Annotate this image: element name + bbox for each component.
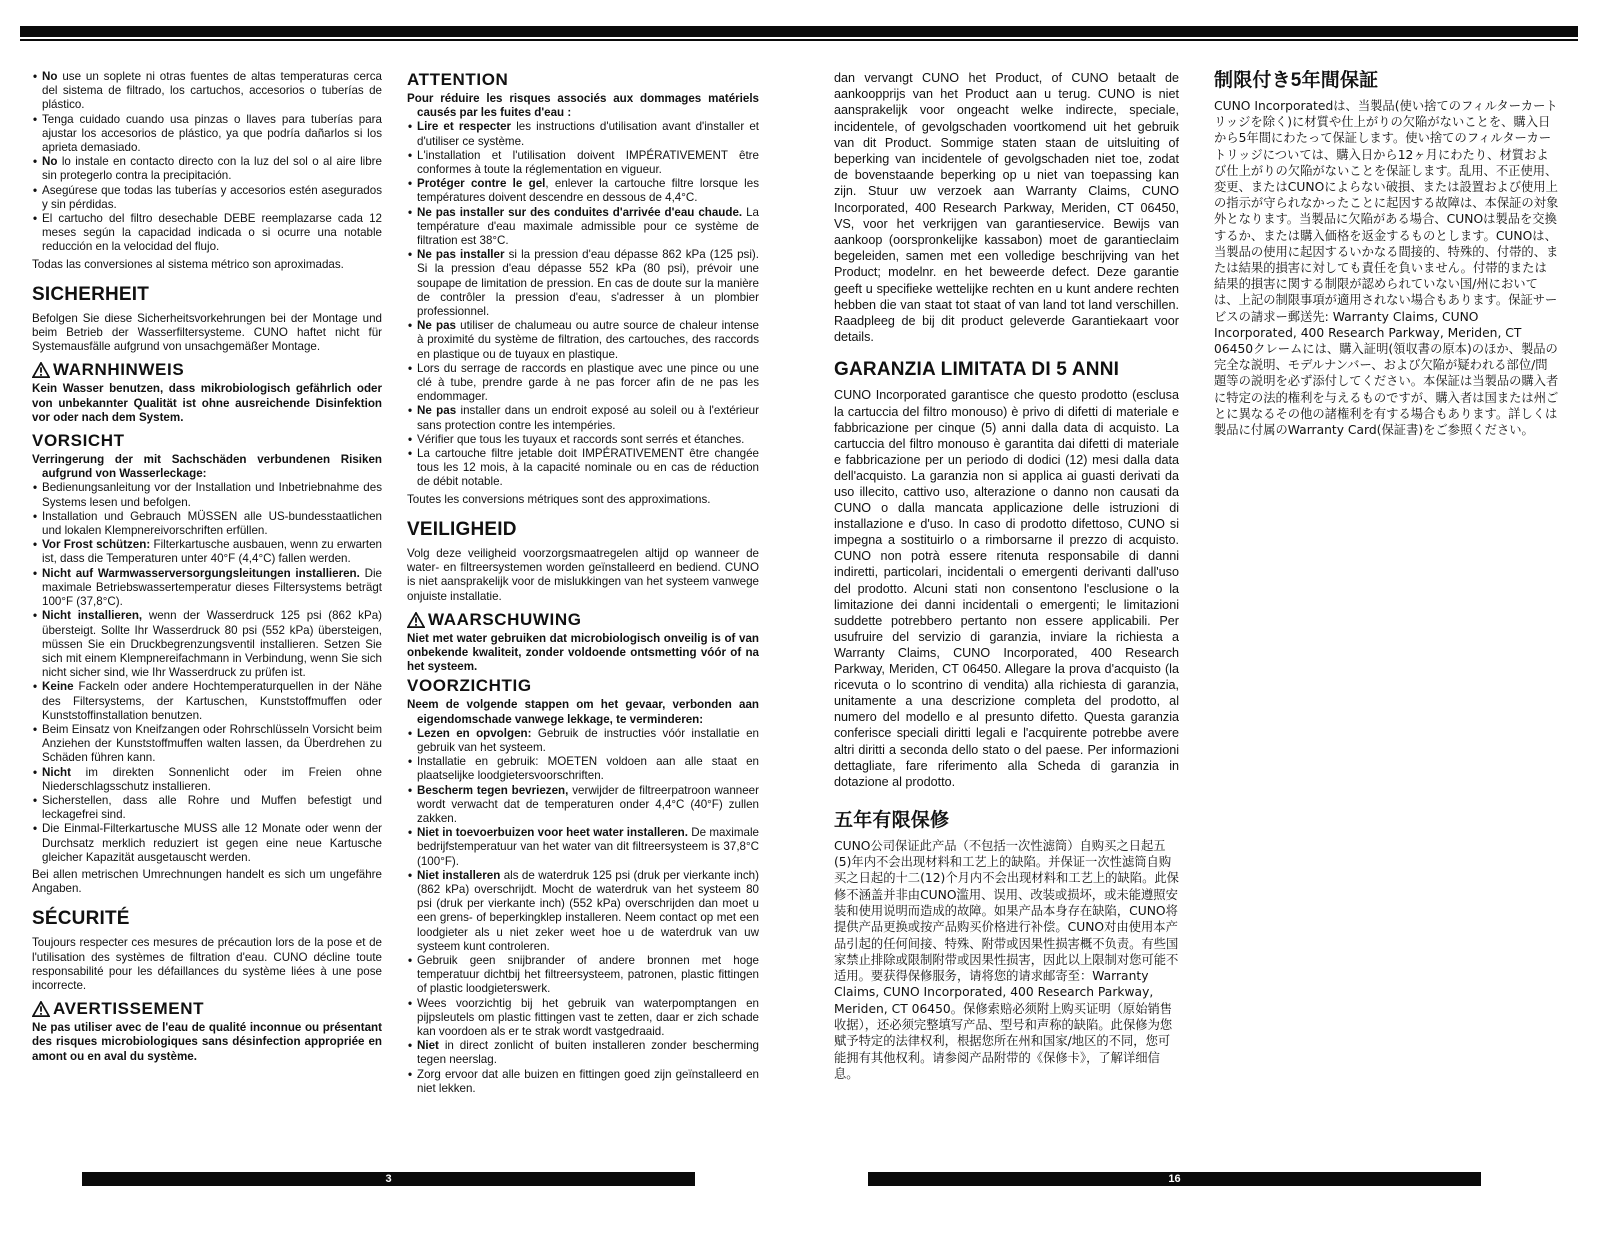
list-item-text: Gebruik de instructies vóór installatie en gebruik van het systeem.: [417, 726, 759, 754]
list-item: [32, 155, 382, 183]
list-item-bold-lead: Protéger contre le gel: [417, 177, 546, 191]
warnhinweis-body: Kein Wasser benutzen, dass mikrobiologisch gefährlich oder von unbekannter Qualität ist ohne ausreichende Disinfektion vor oder nach dem System.: [32, 382, 382, 424]
page-number-bar-right: [868, 1172, 1481, 1186]
securite-body: Toujours respecter ces mesures de précaution lors de la pose et de l'utilisation des systèmes de filtration d'eau. CUNO décline toute responsabilité pour les défaillances du système liées à une pose incorrecte.: [32, 936, 382, 992]
list-item: [407, 362, 759, 405]
avertissement-heading: [32, 999, 382, 1019]
list-item-bold-lead: No: [42, 70, 58, 83]
list-item: [407, 404, 759, 432]
column-2: [407, 70, 759, 1155]
list-item-text: in direct zonlicht of buiten installeren zonder bescherming tegen neerslag.: [417, 1039, 759, 1067]
list-item-text: , enlever la cartouche filtre lorsque les températures doivent descendre en dessous de 4,4°C.: [417, 177, 759, 205]
list-item: [407, 784, 759, 827]
vorsicht-list: [32, 481, 382, 864]
list-item-bold-lead: Niet in toevoerbuizen voor heet water installeren.: [417, 826, 688, 840]
list-item-text: si la pression d'eau dépasse 862 kPa (125 psi). Si la pression d'eau dépasse 552 kPa (80 psi), prévoir une soupape de limitation de pression. En cas de doute sur la manière de contrôler la pression d'eau, s'adresser à un plombier professionnel.: [417, 248, 759, 319]
list-item-text: Wees voorzichtig bij het gebruik van waterpomptangen en pijpsleutels om plastic fittingen vast te zetten, daar er zich schade kan voordoen als er te strak wordt vastgedraaid.: [417, 996, 759, 1038]
top-rule-thin: [20, 39, 1578, 41]
list-item: [32, 212, 382, 255]
chinese-warranty-body: CUNO公司保证此产品（不包括一次性滤筒）自购买之日起五(5)年内不会出现材料和工艺上的缺陷。并保证一次性滤筒自购买之日起的十二(12)个月内不会出现材料和工艺上的缺陷。此保修不涵盖并非由CUNO滥用、误用、改装或损坏，或未能遵照安装和使用说明而造成的故障。如果产品本身存在缺陷，CUNO将提供产品更换或按产品购买价格进行补偿。CUNO对由使用本产品引起的任何间接、特殊、附带或因果性损害概不负责。有些国家禁止排除或限制附带或因果性损害，因此以上限制对您可能不适用。要获得保修服务，请将您的请求邮寄至：Warranty Claims, CUNO Incorporated, 400 Research Parkway, Meriden, CT 06450。保修索赔必须附上购买证明（原始销售收据），还必须完整填写产品、型号和声称的缺陷。此保修为您赋予特定的法律权利，根据您所在州和国家/地区的不同，您可能拥有其他权利。请参阅产品附带的《保修卡》，了解详细信息。: [834, 838, 1179, 1081]
list-item-text: utiliser de chalumeau ou autre source de chaleur intense à proximité du système de filtration, des cartouches, des raccords en plastique ou de tuyaux en plastique.: [417, 319, 759, 361]
warning-triangle-icon: [32, 1001, 50, 1017]
list-item: [407, 1068, 759, 1096]
list-item: [32, 822, 382, 865]
attention-lead: Pour réduire les risques associés aux dommages matériels causés par les fuites d'eau :: [407, 92, 759, 120]
list-item: [32, 538, 382, 566]
list-item: [32, 510, 382, 538]
chinese-warranty-heading: 五年有限保修: [834, 809, 950, 831]
list-item: [407, 177, 759, 205]
voorzichtig-list: [407, 727, 759, 1096]
list-item-text: installer dans un endroit exposé au soleil ou à l'extérieur sans protection contre les intempéries.: [417, 404, 759, 432]
sicherheit-heading: SICHERHEIT: [32, 283, 150, 305]
list-item-text: Bedienungsanleitung vor der Installation und Inbetriebnahme des Systems lesen und befolgen.: [42, 481, 382, 509]
list-item: [407, 433, 759, 447]
list-item-text: L'installation et l'utilisation doivent IMPÉRATIVEMENT être conformes à toute la réglementation en vigueur.: [417, 148, 759, 177]
list-item-bold-lead: Nicht auf Warmwasserversorgungsleitungen installieren.: [42, 566, 360, 580]
list-item: [407, 149, 759, 177]
list-item-bold-lead: Niet: [417, 1039, 439, 1053]
list-item-text: Zorg ervoor dat alle buizen en fittingen goed zijn geïnstalleerd en niet lekken.: [417, 1067, 759, 1095]
list-item-text: lo instale en contacto directo con la luz del sol o al aire libre sin protegerlo contra la precipitación.: [42, 155, 382, 183]
list-item-text: La cartouche filtre jetable doit IMPÉRATIVEMENT être changée tous les 12 mois, à la capacité nominale ou en cas de réduction de débit notable.: [417, 447, 759, 489]
list-item: [407, 319, 759, 362]
list-item: [407, 1039, 759, 1067]
list-item-text: Fackeln oder andere Hochtemperaturquellen in der Nähe des Filtersystems, der Kartuschen, Kunststoffmuffen oder Kunststoffinstallation benutzen.: [42, 680, 382, 722]
list-item: [407, 248, 759, 319]
attention-list: [407, 120, 759, 489]
list-item-bold-lead: Ne pas: [417, 319, 456, 333]
list-item: [407, 755, 759, 783]
list-item-text: Filterkartusche ausbauen, wenn zu erwarten ist, dass die Temperaturen unter 40°F (4,4°C) fallen werden.: [42, 538, 382, 566]
list-item-text: Installatie en gebruik: MOETEN voldoen aan alle staat en plaatselijke loodgietersvoorschriften.: [417, 755, 759, 783]
voorzichtig-lead: Neem de volgende stappen om het gevaar, verbonden aan eigendomschade vanwege lekkage, te verminderen:: [407, 698, 759, 726]
waarschuwing-body: Niet met water gebruiken dat microbiologisch onveilig is of van onbekende kwaliteit, zonder voldoende ontsmetting vóór of na het systeem.: [407, 631, 759, 674]
list-item: [32, 184, 382, 212]
list-item-text: De maximale bedrijfstemperatuur van het water van dit filtreersysteem is 37,8°C (100°F).: [417, 826, 759, 868]
spanish-metric-note: Todas las conversiones al sistema métrico son aproximadas.: [32, 257, 344, 271]
italian-warranty-heading: GARANZIA LIMITATA DI 5 ANNI: [834, 359, 1120, 381]
list-item-text: wenn der Wasserdruck 125 psi (862 kPa) übersteigt. Sollte Ihr Wasserdruck 80 psi (552 kPa) übersteigen, müssen Sie ein Druckbegrenzungsventil installieren. Setzen Sie sich mit einem Klempnereifachmann in Verbindung, wenn Sie sich nicht sicher sind, wie Ihr Wasserdruck zu prüfen ist.: [42, 609, 382, 680]
italian-warranty-body: CUNO Incorporated garantisce che questo prodotto (esclusa la cartuccia del filtro monouso) è privo di difetti di materiale e fabbricazione per cinque (5) anni dalla data di acquisto. La cartuccia del filtro monouso è garantita dai difetti di materiale e fabbricazione per un periodo di dodici (12) mesi dalla data dell'acquisto. La garanzia non si applica ai guasti derivati da uso illecito, cattivo uso, alterazione o danno non causati da CUNO o dalla mancata applicazione delle istruzioni di installazione e d'uso. In caso di prodotto difettoso, CUNO si impegna a sostituirlo o a rimborsarne il prezzo di acquisto. CUNO non potrà essere ritenuta responsabile di danni indiretti, particolari, incidentali o emergenti derivanti dall'uso del prodotto. Alcuni stati non consentono l'esclusione o la limitazione dei danni incidentali o emergenti; le limitazioni suddette potrebbero pertanto non essere applicabili. Per usufruire del servizio di garanzia, inviare la richiesta a Warranty Claims, CUNO Incorporated, 400 Research Parkway, Meriden, CT 06450. Allegare la prova d'acquisto (la ricevuta o lo scontrino di vendita) alla richiesta di garanzia, unitamente a una descrizione completa del prodotto, al numero del modello e al presunto difetto. Questa garanzia conferisce speciali diritti legali e l'acquirente potrebbe avere altri diritti a seconda dello stato o del paese. Per informazioni dettagliate, fare riferimento alla Scheda di garanzia in dotazione al prodotto.: [834, 388, 1179, 789]
list-item-bold-lead: Ne pas installer: [417, 248, 505, 262]
list-item-bold-lead: Ne pas: [417, 404, 457, 418]
list-item: [32, 723, 382, 766]
list-item-bold-lead: Bescherm tegen bevriezen,: [417, 783, 569, 797]
list-item-text: Die maximale Betriebswassertemperatur dieses Filtersystems beträgt 100°F (37,8°C).: [42, 566, 382, 609]
japanese-warranty-body: CUNO Incorporatedは、当製品(使い捨てのフィルターカートリッジを除く)に材質や仕上がりの欠陥がないことを、購入日から5年間にわたって保証します。使い捨てのフィルターカートリッジについては、購入日から12ヶ月にわたり、材質および仕上がりの欠陥がないことを保証します。乱用、不正使用、変更、またはCUNOによらない破損、または設置および使用上の指示が守られなかったことに起因する故障は、本保証の対象外となります。当製品に欠陥がある場合、CUNOは製品を交換するか、または購入価格を返金するものとします。CUNOは、当製品の使用に起因するいかなる間接的、特殊的、付帯的、または結果的損害に対しても責任を負いません。付帯的または結果的損害に関する制限が認められていない国/州においては、上記の制限事項が適用されない場合もあります。保証サービスの請求ー郵送先: Warranty Claims, CUNO Incorporated, 400 Research Parkway, Meriden, CT 06450クレームには、購入証明(領収書の原本)のほか、製品の完全な説明、モデルナンバー、および欠陥が疑われる部位/問題等の説明を必ず添付してください。本保証は当製品の購入者に特定の法的権利を与えるものですが、購入者は国または州ごとに異なるその他の諸権利を有する場合もあります。詳しくは製品に付属のWarranty Card(保証書)をご参照ください。: [1214, 99, 1559, 438]
list-item-bold-lead: Lezen en opvolgen:: [417, 726, 532, 740]
german-metric-note: Bei allen metrischen Umrechnungen handelt es sich um ungefähre Angaben.: [32, 867, 382, 896]
column-4: [1214, 70, 1559, 570]
list-item: [407, 826, 759, 869]
top-rule: [20, 26, 1578, 37]
warning-triangle-icon: [32, 362, 50, 378]
list-item: [32, 794, 382, 822]
list-item-bold-lead: Vor Frost schützen:: [42, 538, 151, 552]
list-item: [32, 113, 382, 156]
vorsicht-heading: VORSICHT: [32, 431, 125, 451]
veiligheid-body: Volg deze veiligheid voorzorgsmaatregelen altijd op wanneer de water- en filtreersystemen worden geïnstalleerd en bediend. CUNO is niet aansprakelijk voor de mislukkingen van het systeem vanwege onjuiste installatie.: [407, 546, 759, 603]
list-item: [32, 481, 382, 509]
list-item-bold-lead: Niet installeren: [417, 868, 501, 882]
list-item: [407, 447, 759, 490]
list-item-text: im direkten Sonnenlicht oder im Freien ohne Niederschlagsschutz installieren.: [42, 765, 382, 793]
list-item: [32, 680, 382, 723]
spanish-safety-list: [32, 70, 382, 255]
list-item: [32, 766, 382, 794]
list-item: [407, 727, 759, 755]
list-item-text: use un soplete ni otras fuentes de altas temperaturas cerca del sistema de filtrado, los cartuchos, accesorios o tuberías de plástico.: [42, 70, 382, 112]
list-item-text: les instructions d'utilisation avant d'installer et d'utiliser ce système.: [417, 120, 759, 148]
list-item-text: Vérifier que tous les tuyaux et raccords sont serrés et étanches.: [417, 432, 745, 446]
attention-heading: ATTENTION: [407, 70, 509, 89]
list-item-bold-lead: Ne pas installer sur des conduites d'arrivée d'eau chaude.: [417, 205, 743, 219]
securite-heading: SÉCURITÉ: [32, 908, 130, 930]
list-item: [32, 567, 382, 610]
list-item: [407, 954, 759, 997]
list-item-text: Tenga cuidado cuando usa pinzas o llaves para tuberías para ajustar los accesorios de plástico, ya que podría dañarlos si los aprieta demasiado.: [42, 112, 382, 155]
column-3: [834, 70, 1179, 1155]
list-item-text: El cartucho del filtro desechable DEBE reemplazarse cada 12 meses según la capacidad indicada o si ocurre una notable reducción en la velocidad del flujo.: [42, 212, 382, 254]
dutch-warranty-body: dan vervangt CUNO het Product, of CUNO betaalt de aankoopprijs van het Product aan u terug. CUNO is niet aansprakelijk voor ongeacht welke indirecte, speciale, incidentele, of gevolgschaden voortkomend uit het gebruik van dit Product. Sommige staten staan de uitsluiting of beperking van incidentele of gevolgschaden niet toe, zodat de bovenstaande beperking op u niet van toepassing kan zijn. Stuur uw verzoek aan Warranty Claims, CUNO Incorporated, 400 Research Parkway, Meriden, CT 06450, VS, voor het verkrijgen van garantieservice. Bewijs van aankoop (oorspronkelijke kassabon) moet de garantieclaim begeleiden, samen met een volledige beschrijving van het Product; modelnr. en het beweerde defect. Deze garantie geeft u specifieke wettelijke rechten en u kunt andere rechten hebben die van staat tot staat of van land tot land verschillen. Raadpleeg de bij dit product geleverde Garantiekaart voor details.: [834, 71, 1179, 345]
warning-triangle-icon: [407, 612, 425, 628]
list-item-text: verwijder de filtreerpatroon wanneer wordt verwacht dat de temperaturen onder 4,4°C (40°F) zullen zakken.: [417, 783, 759, 825]
list-item: [407, 869, 759, 954]
sicherheit-body: Befolgen Sie diese Sicherheitsvorkehrungen bei der Montage und beim Betrieb der Wasserfiltersysteme. CUNO haftet nicht für Systemausfälle aufgrund von unsachgemäßer Montage.: [32, 311, 382, 354]
vorsicht-lead: Verringerung der mit Sachschäden verbundenen Risiken aufgrund von Wasserleckage:: [32, 453, 382, 481]
list-item-text: La température d'eau maximale admissible pour ce système de filtration est 38°C.: [417, 205, 759, 248]
french-metric-note: Toutes les conversions métriques sont des approximations.: [407, 492, 711, 506]
list-item-bold-lead: Keine: [42, 680, 74, 694]
column-1: [32, 70, 382, 1155]
page-number-bar-left: [82, 1172, 695, 1186]
list-item-text: Beim Einsatz von Kneifzangen oder Rohrschlüsseln Vorsicht beim Anziehen der Kunststoffmuffen walten lassen, da Überdrehen zu Schäden führen kann.: [42, 722, 382, 765]
warnhinweis-title: WARNHINWEIS: [53, 360, 185, 380]
list-item-text: als de waterdruk 125 psi (druk per vierkante inch) (862 kPa) overschrijdt. Mocht de waterdruk van het systeem 80 psi (druk per vierkante inch) (552 kPa) overschrijden dan moet u een grens- of beperkingklep installeren. Neem contact op met een loodgieter als u niet zeker weet hoe u de waterdruk van uw systeem kunt controleren.: [417, 868, 759, 953]
japanese-warranty-heading: 制限付き5年間保証: [1214, 70, 1379, 91]
waarschuwing-title: WAARSCHUWING: [428, 609, 582, 629]
list-item: [32, 70, 382, 113]
page-number: 3: [385, 1173, 392, 1185]
warnhinweis-heading: [32, 360, 382, 380]
avertissement-title: AVERTISSEMENT: [53, 999, 205, 1019]
list-item-text: Installation und Gebrauch MÜSSEN alle US-bundesstaatlichen und lokalen Klempnereivorschriften erfüllen.: [42, 509, 382, 538]
veiligheid-heading: VEILIGHEID: [407, 518, 517, 540]
list-item-text: Die Einmal-Filterkartusche MUSS alle 12 Monate oder wenn der Durchsatz merklich reduziert ist gegen eine neue Kartusche gleicher Kapazität ausgetauscht werden.: [42, 822, 382, 864]
list-item-bold-lead: Nicht: [42, 765, 71, 779]
page-number: 16: [1168, 1173, 1181, 1185]
list-item-bold-lead: No: [42, 155, 58, 169]
list-item-text: Asegúrese que todas las tuberías y accesorios estén asegurados y sin pérdidas.: [42, 183, 382, 211]
list-item-bold-lead: Nicht installieren,: [42, 609, 143, 623]
avertissement-body: Ne pas utiliser avec de l'eau de qualité inconnue ou présentant des risques microbiologiques sans désinfection appropriée en amont ou en aval du système.: [32, 1021, 382, 1063]
list-item: [407, 206, 759, 249]
list-item-text: Sicherstellen, dass alle Rohre und Muffen befestigt und leckagefrei sind.: [42, 793, 382, 822]
list-item: [32, 609, 382, 680]
list-item-text: Gebruik geen snijbrander of andere bronnen met hoge temperatuur dichtbij het filtreersysteem, patronen, plastic fittingen of plastic loodgieterswerk.: [417, 953, 759, 996]
voorzichtig-heading: VOORZICHTIG: [407, 676, 532, 696]
list-item: [407, 120, 759, 148]
list-item: [407, 997, 759, 1040]
waarschuwing-heading: [407, 610, 759, 630]
list-item-bold-lead: Lire et respecter: [417, 120, 512, 134]
list-item-text: Lors du serrage de raccords en plastique avec une pince ou une clé à tube, prendre garde à ne pas forcer afin de ne pas les endommager.: [417, 361, 759, 404]
